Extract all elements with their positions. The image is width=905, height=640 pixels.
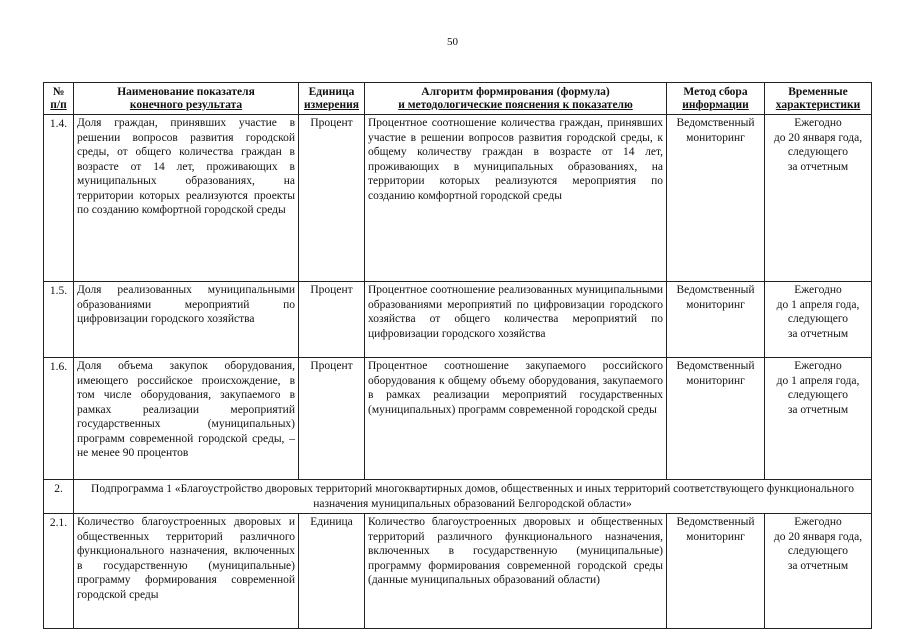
header-algorithm: Алгоритм формирования (формула) и методологические пояснения к показателю xyxy=(365,83,667,115)
algorithm-cell: Процентное соотношение закупаемого российского оборудования к общему объему оборудования, закупаемого в рамках реализации мероприятий государственных (муниципальных) программ современной городской среды xyxy=(365,358,667,480)
row-number: 2.1. xyxy=(44,514,74,629)
algorithm-cell: Количество благоустроенных дворовых и общественных территорий различного функционального назначения, включенных в государственную (муниципальные) программу формирования современной городской среды (данные муниципальных образований области) xyxy=(365,514,667,629)
unit-cell: Процент xyxy=(299,115,365,282)
method-cell: Ведомственный мониторинг xyxy=(667,514,765,629)
subprogram-title: Подпрограмма 1 «Благоустройство дворовых территорий многоквартирных домов, общественных и иных территорий соответствующего функционального назначения муниципальных образований Белгородской области» xyxy=(74,480,872,514)
timing-cell: Ежегодно до 1 апреля года, следующего за отчетным xyxy=(765,282,872,358)
method-cell: Ведомственный мониторинг xyxy=(667,115,765,282)
header-method: Метод сбора информации xyxy=(667,83,765,115)
header-unit: Единица измерения xyxy=(299,83,365,115)
table-row xyxy=(44,358,872,480)
subprogram-row xyxy=(44,480,872,514)
table-row xyxy=(44,514,872,629)
unit-cell: Процент xyxy=(299,358,365,480)
page-number: 50 xyxy=(447,36,458,48)
header-timing: Временные характеристики xyxy=(765,83,872,115)
table-header-row xyxy=(44,83,872,115)
row-number: 2. xyxy=(44,480,74,514)
row-number: 1.5. xyxy=(44,282,74,358)
unit-cell: Процент xyxy=(299,282,365,358)
indicator-name: Доля реализованных муниципальными образованиями мероприятий по цифровизации городского хозяйства xyxy=(74,282,299,358)
algorithm-cell: Процентное соотношение реализованных муниципальными образованиями мероприятий по цифровизации городского хозяйства от общего количества мероприятий по цифровизации городского хозяйства xyxy=(365,282,667,358)
indicator-name: Доля объема закупок оборудования, имеющего российское происхождение, в том числе оборудования, закупаемого в рамках реализации мероприятий государственных (муниципальных) программ современной городской среды, – не менее 90 процентов xyxy=(74,358,299,480)
method-cell: Ведомственный мониторинг xyxy=(667,358,765,480)
algorithm-cell: Процентное соотношение количества граждан, принявших участие в решении вопросов развития городской среды, к общему количеству граждан в возрасте от 14 лет, проживающих в муниципальных образованиях, на территории которых реализуются мероприятия по созданию комфортной городской среды xyxy=(365,115,667,282)
header-num: № п/п xyxy=(44,83,74,115)
table-row xyxy=(44,282,872,358)
table-row xyxy=(44,115,872,282)
indicator-name: Доля граждан, принявших участие в решении вопросов развития городской среды, от общего количества граждан в возрасте от 14 лет, проживающих в муниципальных образованиях, на территории которых реализуются проекты по созданию комфортной городской среды xyxy=(74,115,299,282)
row-number: 1.6. xyxy=(44,358,74,480)
row-number: 1.4. xyxy=(44,115,74,282)
indicators-table xyxy=(43,82,872,629)
timing-cell: Ежегодно до 1 апреля года, следующего за отчетным xyxy=(765,358,872,480)
timing-cell: Ежегодно до 20 января года, следующего за отчетным xyxy=(765,115,872,282)
timing-cell: Ежегодно до 20 января года, следующего за отчетным xyxy=(765,514,872,629)
indicator-name: Количество благоустроенных дворовых и общественных территорий различного функционального назначения, включенных в государственную (муниципальные) программу формирования современной городской среды xyxy=(74,514,299,629)
method-cell: Ведомственный мониторинг xyxy=(667,282,765,358)
header-indicator-name: Наименование показателя конечного результата xyxy=(74,83,299,115)
unit-cell: Единица xyxy=(299,514,365,629)
